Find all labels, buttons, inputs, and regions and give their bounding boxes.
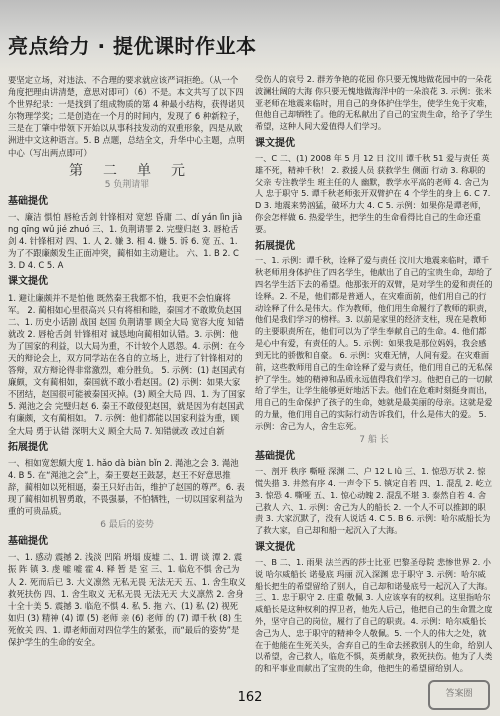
header-title: 亮点给力 · 提优课时作业本 [8, 34, 257, 58]
page-number: 162 [237, 690, 263, 705]
watermark-logo [428, 680, 490, 710]
answer-paragraph: 一、1. 感动 震撼 2. 浅淡 凹陷 坍塌 废墟 二、1. 谓 谈 潭 2. 震 振 阵 镇 3. 虔 嘘 嘘 霍 4. 释 暂 是 室 三、1. 临危不惧 舍己为人 2. 死而后已 3. 大义凛然 无私无畏 无法无天 五、1. 舍生取义 救死扶伤 四、1. 舍生取义 无私无畏 无法无天 大义凛然 2. 舍身 十全十美 5. 震撼 3. 临危不惧 4. 私 5. 拖 六、(1) 私 (2) 视死如归 (3) 精神 (4) 谭 (5) 老师 亲 (6) 老师 的 (7) 谭千秋 (8) 生死攸关 四、1. 谭老师面对四位学生的紧张，而“最后的姿势”是保护学生的生命的安全。 [8, 552, 246, 648]
unit-heading-char: 元 [171, 162, 185, 179]
section-heading: 拓展提优 [255, 240, 295, 252]
unit-heading [8, 162, 246, 179]
page-header [0, 0, 500, 70]
answer-paragraph: 一、1. 示例：谭千秋，诠释了爱与责任 汶川大地震来临时，谭千秋老师用身体护住了四名学生，他献出了自己的宝贵生命，却给了四名学生活下去的希望。他那张开的双臂，是对学生的爱和责任的诠释。2. 不是，他们都是普通人，在灾难面前，他们用自己的行动诠释了什么是伟大。作为教师，他们用生命履行了教师的职责，他们是我们学习的榜样。3. 以前是家里的经济支柱，现在是教师的主要职责所在，他们可以为了学生奉献自己的生命。4. 他们都是心中有爱，有责任的人。5. 示例：如果我是那位妈妈，我会感到无比的骄傲和自豪。 6. 示例：灾难无情，人间有爱。在灾难面前，这些教师用自己的生命诠释了爱与责任，他们用自己的无私保护了学生。她的精神和品质永远值得我们学习。他把自己的一切献给了学生，让学生能够更好地活下去。他们在危难时刻挺身而出，用自己的生命保护了孩子的生命，她就是最美丽的母亲。这就是爱的力量，他们用自己的实际行动告诉我们，什么是伟大的爱。 5. 示例：舍己为人，舍生忘死。 [255, 255, 493, 431]
section-heading: 课文提优 [8, 276, 48, 288]
watermark-text: 答案圈 [445, 689, 473, 699]
lesson-title: 7 船 长 [359, 434, 389, 445]
lesson-title: 6 最后的姿势 [100, 520, 154, 531]
right-column [255, 74, 493, 675]
answer-paragraph: 一、剖开 秩序 嘶哑 深渊 二、户 12 L lǜ 三、1. 惊恐万状 2. 惊慌失措 3. 井然有序 4. 一声令下 5. 镇定自若 四、1. 混乱 2. 屹立 3. 惊恐 4. 嘶哑 五、1. 惊心动魄 2. 混乱不堪 3. 泰然自若 4. 舍己救人 六、1. 示例：舍己为人的船长 2. 一个人不可以推卸的职责 3. 大家沉默了，没有人说话 4. C 5. B 6. 示例：哈尔威船长为了救大家，自己却和船一起沉入了大海。 [255, 466, 493, 536]
section-heading: 拓展提优 [8, 441, 48, 453]
section-heading: 课文提优 [255, 542, 295, 554]
section-heading: 基础提优 [8, 536, 48, 548]
section-heading: 课文提优 [255, 138, 295, 150]
answer-paragraph: 一、C 二、(1) 2008 年 5 月 12 日 汶川 谭千秋 51 爱与责任 英雄不死，精神千秋！ 2. 救援人员 获救学生 侧面 行动 3. 称职的父亲 专注教学生 班主任的人 幽默，教学水平高的老师 4. 舍己为人 忠于职守 5. 谭千秋老师张开双臂护在 4 个学生的身上 6. C 7. D 3. 地震来势汹猛，破坏力大 4. C 5. 示例：如果你是谭老师，你会怎样做 6. 热爱学生，把学生的生命看得比自己的生命还重要。 [255, 152, 491, 234]
section-heading: 基础提优 [255, 451, 295, 463]
section-heading: 基础提优 [8, 195, 48, 207]
answer-paragraph: 1. 避让廉颇并不是怕他 既然秦王我都不怕，我更不会怕廉将军。 2. 蔺相如心里很高兴 只有将相和睦，秦国才不敢欺负赵国 二、1. 历史小话剧 战国 赵国 负荆请罪 顾全大局 宽容大度 知错就改 2. 唇枪舌剑 针锋相对 诚恳地向蔺相如认错。3. 示例：他为了国家的利益，以大局为重，不计较个人恩怨。4. 示例：在今天的辩论会上，双方同学站在各自的立场上，进行了针锋相对的答辩，双方辩论得非常激烈，难分胜负。 5. 示例：(1) 赵国武有廉颇，文有蔺相如，秦国就不敢小看赵国。(2) 示例：如果大家不团结，赵国很可能被秦国灭掉。(3) 顾全大局 四、1. 为了国家 5. 渑池之会 完璧归赵 6. 秦王不敢侵犯赵国，就是因为有赵国武有廉颇，文有蔺相如。 7. 示例：他们都能以国家利益为重，顾全大局 勇于认错 深明大义 顾全大局 7. 知错就改 改过自新 [8, 292, 246, 436]
unit-heading-char: 二 [103, 162, 117, 179]
answer-paragraph: 一、廉洁 惧怕 唇枪舌剑 针锋相对 宽恕 昏庸 二、dí yán lìn jiàng qīng wǔ jié zhuó 三、1. 负荆请罪 2. 完璧归赵 3. 唇枪舌剑 4. 针锋相对 四、1. 人 2. 嫌 3. 相 4. 嫌 5. 诉 6. 宽 五、1. 为了不跟廉颇发生正面冲突，蔺相如主动避让。 六、1. B 2. C 3. D 4. C 5. A [8, 211, 243, 271]
lesson-title: 5 负荆请罪 [104, 179, 150, 190]
answer-paragraph: 一、相如宽恕颇大度 1. hǎo dà biàn bǐn 2. 渑池之会 3. 渑池 4. B 5. 在“渑池之会”上，秦王要赵王鼓瑟，赵王不好意思推辞，蔺相如以死相逼，秦王只好击缶，维护了赵国的尊严。6. 表现了蔺相如机智勇敢，不畏强暴，不怕牺牲，一切以国家利益为重的可贵品质。 [8, 457, 245, 517]
unit-heading-char: 单 [137, 162, 151, 179]
answer-paragraph: 受伤人的哀号 2. 群芳争艳的花园 你只要无愧地做花园中的一朵花 波澜壮阔的大海 你只要无愧地做海洋中的一朵浪花 3. 示例：张米亚老师在地震来临时，用自己的身体护住学生，使学生免于灾难，但他自己却牺牲了。他的无私献出了自己的宝贵生命，给予了学生希望，这种人间大爱值得人们学习。 [255, 74, 493, 132]
unit-heading-char: 第 [69, 162, 83, 179]
left-column [8, 74, 246, 648]
answer-paragraph: 要坚定立场，对违法、不合理的要求就应该严词拒绝。（从一个角度把理由讲清楚，意思对即可）（6）不是。本文共写了以下四个世界纪录：一是找到了组成物质的第 4 种最小结构，获得诺贝尔物理学奖；二是创造在一个月的时间内，发现了 6 种新粒子，三是在丁肇中带领下开始以从事科技发动的双重形象，四是从欧洲进中文这种语言。5. B 点题，总结全文，升华中心主题，点明中心（写出两点即可） [8, 75, 245, 158]
answer-paragraph: 一、B 二、1. 雨果 法兰西的莎士比亚 巴黎圣母院 悲惨世界 2. 小说 哈尔威船长 诺曼底 玛丽 沉入深渊 忠于职守 3. 示例：哈尔威船长把生的希望留给了别人，自己却和诺曼底号一起沉入了大海。 三、1. 忠于职守 2. 庄重 敬佩 3. 人应该享有的权利。这里指哈尔威船长是这种权利的捍卫者，他先人后己，他把自己的生命置之度外，坚守自己的岗位，履行了自己的职责。4. 示例：哈尔威船长舍己为人、忠于职守的精神令人敬佩。5. 一个人的伟大之处，就在于他能在生死关头，舍弃自己的生命去拯救别人的生命，给别人以希望，舍己救人，临危不惧，英勇献身，救死扶伤。他为了人类的和平事业而献出了宝贵的生命，他把生的希望留给别人。 [255, 556, 493, 674]
